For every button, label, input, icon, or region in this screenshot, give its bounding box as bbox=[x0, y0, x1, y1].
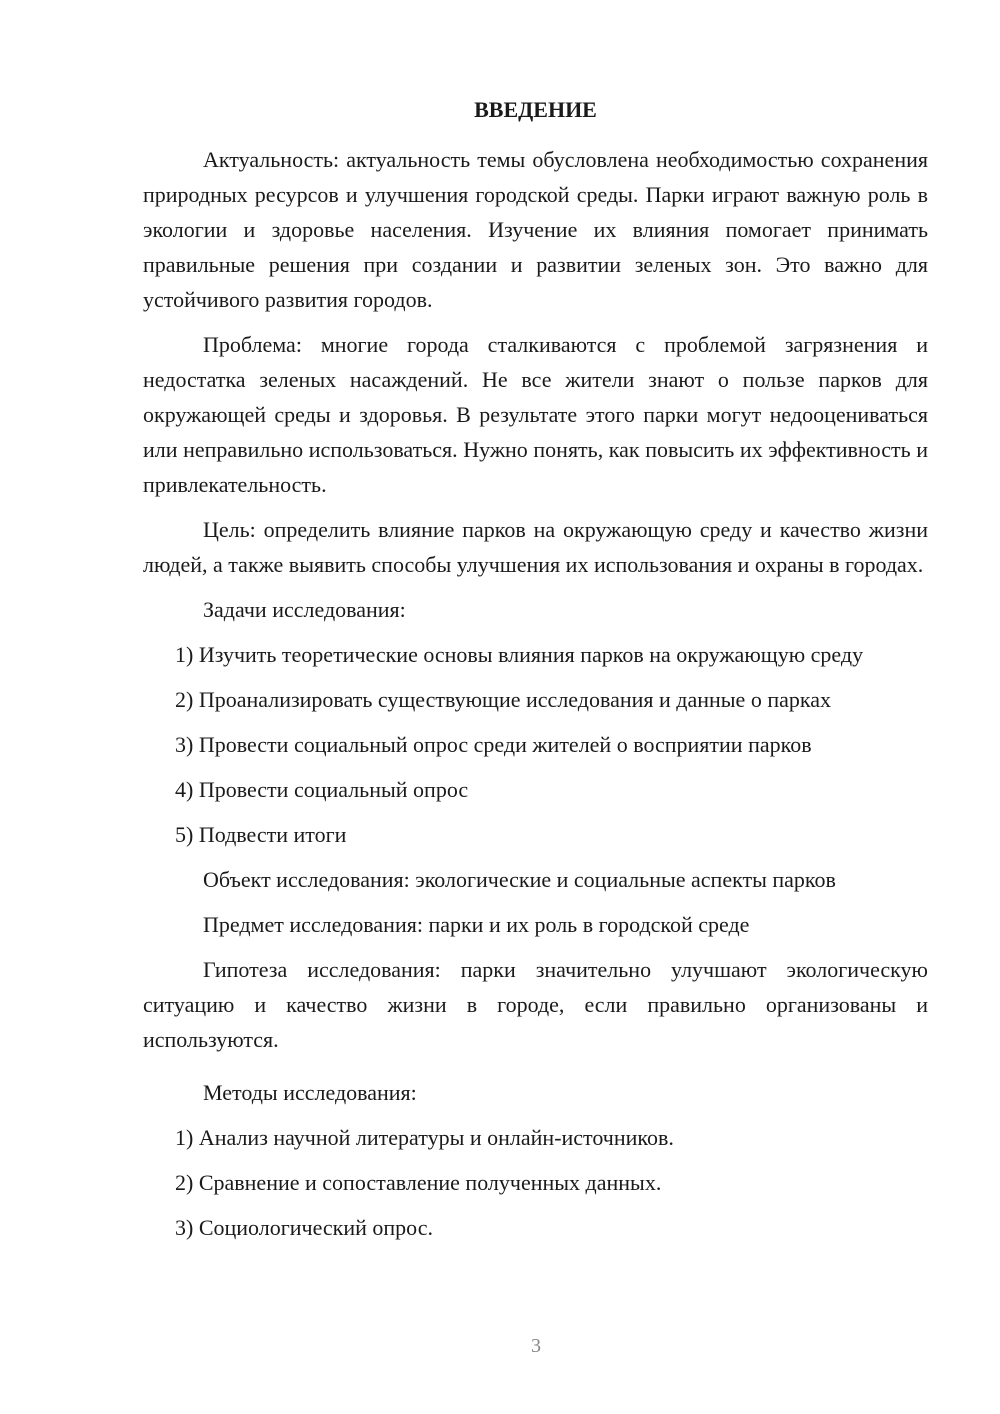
method-item: 2) Сравнение и сопоставление полученных данных. bbox=[175, 1170, 662, 1195]
method-item: 1) Анализ научной литературы и онлайн-источников. bbox=[175, 1125, 674, 1150]
tasks-heading: Задачи исследования: bbox=[203, 597, 406, 622]
page-title: ВВЕДЕНИЕ bbox=[474, 97, 597, 122]
problem-paragraph: Проблема: многие города сталкиваются с проблемой загрязнения и недостатка зеленых насаждений. Не все жители знают о пользе парков для окружающей среды и здоровья. В результате этого парки могут недооцениваться или неправильно использоваться. Нужно понять, как повысить их эффективность и привлекательность. bbox=[143, 332, 928, 497]
task-item: 4) Провести социальный опрос bbox=[175, 777, 469, 802]
research-subject: Предмет исследования: парки и их роль в городской среде bbox=[203, 912, 750, 937]
task-item: 3) Провести социальный опрос среди жителей о восприятии парков bbox=[175, 732, 812, 757]
relevance-paragraph: Актуальность: актуальность темы обусловлена необходимостью сохранения природных ресурсов и улучшения городской среды. Парки играют важную роль в экологии и здоровье населения. Изучение их влияния помогает принимать правильные решения при создании и развитии зеленых зон. Это важно для устойчивого развития городов. bbox=[143, 147, 928, 312]
method-item: 3) Социологический опрос. bbox=[175, 1215, 433, 1240]
task-item: 5) Подвести итоги bbox=[175, 822, 347, 847]
page-number: 3 bbox=[531, 1335, 541, 1357]
methods-heading: Методы исследования: bbox=[203, 1080, 417, 1105]
hypothesis-paragraph: Гипотеза исследования: парки значительно улучшают экологическую ситуацию и качество жизни в городе, если правильно организованы и используются. bbox=[143, 957, 928, 1052]
task-item: 1) Изучить теоретические основы влияния парков на окружающую среду bbox=[175, 642, 864, 667]
goal-paragraph: Цель: определить влияние парков на окружающую среду и качество жизни людей, а также выявить способы улучшения их использования и охраны в городах. bbox=[143, 517, 928, 577]
task-item: 2) Проанализировать существующие исследования и данные о парках bbox=[175, 687, 831, 712]
research-object: Объект исследования: экологические и социальные аспекты парков bbox=[203, 867, 836, 892]
document-page bbox=[143, 92, 928, 1255]
